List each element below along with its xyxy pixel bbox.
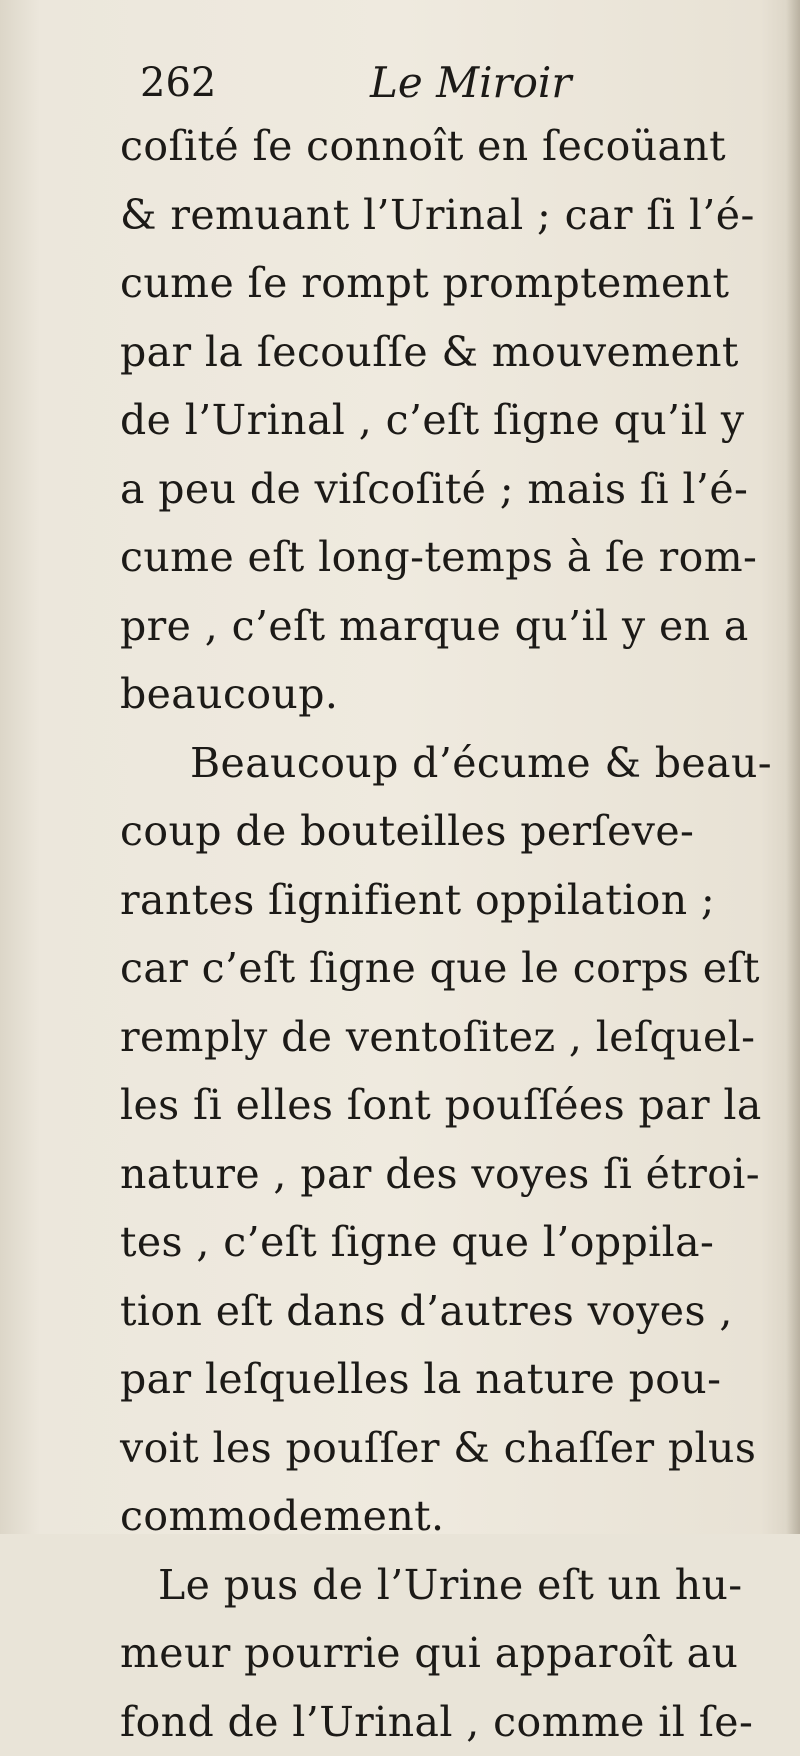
text-line: tion eſt dans d’autres voyes , xyxy=(120,1277,760,1346)
page-edge-shadow xyxy=(786,0,800,1534)
text-line: coup de bouteilles perſeve- xyxy=(120,797,760,866)
text-line: les ſi elles ſont pouſſées par la xyxy=(120,1071,760,1140)
text-line: cume eſt long-temps à ſe rom- xyxy=(120,523,760,592)
text-line: de l’Urinal , c’eſt ſigne qu’il y xyxy=(120,386,760,455)
text-line: rantes ſignifient oppilation ; xyxy=(120,866,760,935)
page-header xyxy=(140,55,760,111)
text-line: & remuant l’Urinal ; car ſi l’é- xyxy=(120,181,760,250)
text-line: cume ſe rompt promptement xyxy=(120,249,760,318)
text-line: coſité ſe connoît en ſecoüant xyxy=(120,112,760,181)
text-line: voit les pouſſer & chaſſer plus xyxy=(120,1414,760,1483)
text-line: fond de l’Urinal , comme il ſe- xyxy=(120,1688,760,1756)
text-line: remply de ventoſitez , leſquel- xyxy=(120,1003,760,1072)
text-line: pre , c’eſt marque qu’il y en a xyxy=(120,592,760,661)
text-line: tes , c’eſt ſigne que l’oppila- xyxy=(120,1208,760,1277)
paragraph-start-line: Le pus de l’Urine eſt un hu- xyxy=(120,1551,760,1620)
text-line: par la ſecouſſe & mouvement xyxy=(120,318,760,387)
body-text xyxy=(120,112,760,1756)
text-line: nature , par des voyes ſi étroi- xyxy=(120,1140,760,1209)
paragraph-start-line: Beaucoup d’écume & beau- xyxy=(120,729,760,798)
text-line: beaucoup. xyxy=(120,660,760,729)
text-line: meur pourrie qui apparoît au xyxy=(120,1619,760,1688)
text-line: a peu de viſcoſité ; mais ſi l’é- xyxy=(120,455,760,524)
page-number: 262 xyxy=(140,55,216,111)
text-line: par leſquelles la nature pou- xyxy=(120,1345,760,1414)
text-line: commodement. xyxy=(120,1482,760,1551)
text-line: car c’eſt ſigne que le corps eſt xyxy=(120,934,760,1003)
running-title: Le Miroir xyxy=(370,55,571,111)
